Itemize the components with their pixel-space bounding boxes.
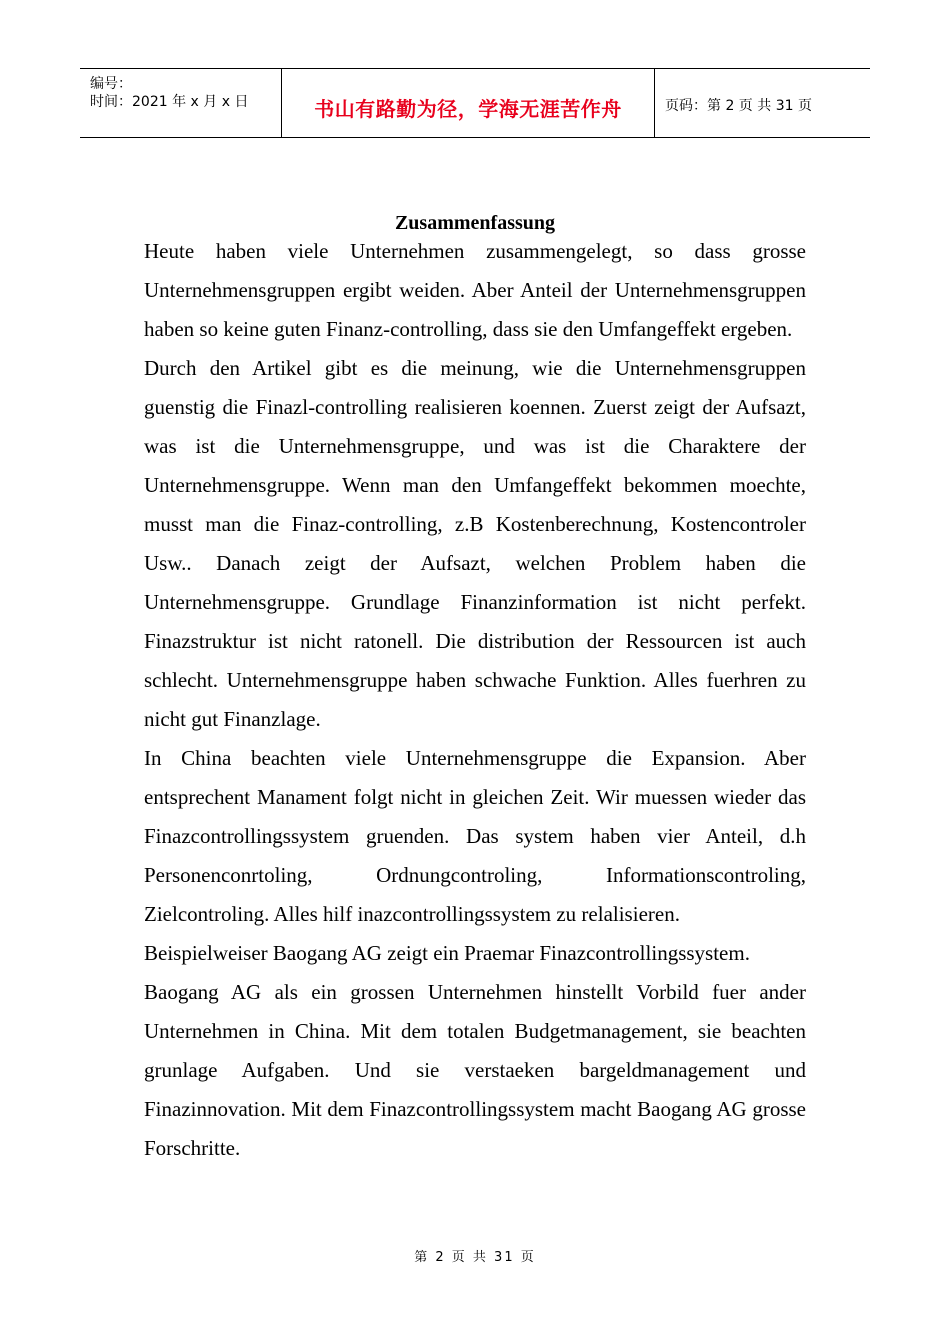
paragraph: In China beachten viele Unternehmensgruppe die Expansion. Aber entsprechent Manament folgt nicht in gleichen Zeit. Wir muessen wieder das Finazcontrollingssystem gruenden. Das system haben vier Anteil, d.h Personenconrtoling, Ordnungcontroling, Informationscontroling, Zielcontroling. Alles hilf inazcontrollingssystem zu relalisieren.	[144, 746, 806, 926]
document-body	[144, 232, 806, 1168]
paragraph: Baogang AG als ein grossen Unternehmen hinstellt Vorbild fuer ander Unternehmen in China. Mit dem totalen Budgetmanagement, sie beachten grunlage Aufgaben. Und sie verstaeken bargeldmanagement und Finazinnovation. Mit dem Finazcontrollingssystem macht Baogang AG grosse Forschritte.	[144, 980, 806, 1160]
header-meta-cell	[80, 69, 282, 137]
header-page-cell	[655, 69, 870, 137]
paragraph: Durch den Artikel gibt es die meinung, wie die Unternehmensgruppen guenstig die Finazl-controlling realisieren koennen. Zuerst zeigt der Aufsazt, was ist die Unternehmensgruppe, und was ist die Charaktere der Unternehmensgruppe. Wenn man den Umfangeffekt bekommen moechte, musst man die Finaz-controlling, z.B Kostenberechnung, Kostencontroler Usw.. Danach zeigt der Aufsazt, welchen Problem haben die Unternehmensgruppe. Grundlage Finanzinformation ist nicht perfekt. Finazstruktur ist nicht ratonell. Die distribution der Ressourcen ist auch schlecht. Unternehmensgruppe haben schwache Funktion. Alles fuerhren zu nicht gut Finanzlage.	[144, 356, 806, 731]
header-page-info: 页码：第 2 页 共 31 页	[665, 98, 812, 114]
paragraph: Beispielweiser Baogang AG zeigt ein Praemar Finazcontrollingssystem.	[144, 941, 750, 965]
page-header	[80, 68, 870, 138]
page-footer: 第 2 页 共 31 页	[414, 1250, 536, 1265]
header-motto: 书山有路勤为径，学海无涯苦作舟	[314, 97, 622, 121]
header-motto-cell	[282, 69, 655, 137]
document-time: 时间：2021 年 x 月 x 日	[90, 94, 249, 110]
paragraph: Heute haben viele Unternehmen zusammengelegt, so dass grosse Unternehmensgruppen ergibt weiden. Aber Anteil der Unternehmensgruppen haben so keine guten Finanz-controlling, dass sie den Umfangeffekt ergeben.	[144, 239, 806, 341]
document-title: Zusammenfassung	[394, 212, 556, 234]
document-number-label: 编号：	[90, 76, 132, 92]
